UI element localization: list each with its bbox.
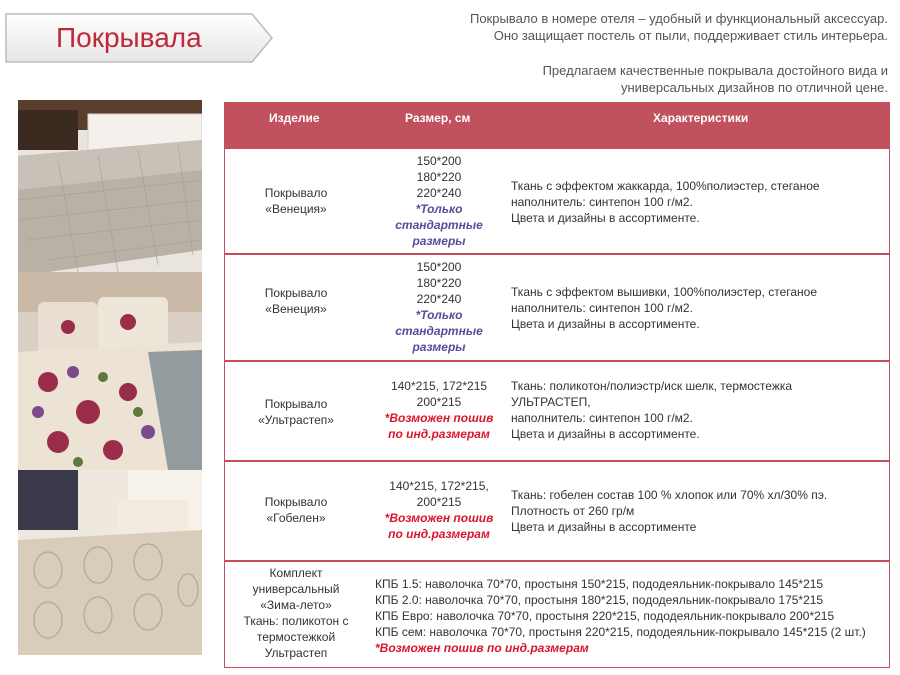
header-product: Изделие — [269, 111, 320, 125]
intro-bottom — [488, 62, 888, 96]
page-title: Покрывала — [56, 22, 202, 53]
table-row — [225, 460, 889, 560]
intro-line: Оно защищает постель от пыли, поддерживает стиль интерьера. — [493, 28, 888, 43]
size-list: 150*200 180*220 220*240 *Только стандартные размеры — [367, 153, 511, 249]
intro-line: Покрывало в номере отеля – удобный и функциональный аксессуар. — [469, 11, 888, 26]
size-note: *Возможен пошив по инд.размерам — [384, 511, 494, 541]
photo-venezia-embroidery — [18, 272, 202, 470]
specs-text: Ткань с эффектом вышивки, 100%полиэстер, стеганое наполнитель: синтепон 100 г/м2. Цвета и дизайны в ассортименте. — [511, 285, 818, 331]
product-name: Комплект универсальный «Зима-лето» Ткань: поликотон с термостежкой Ультрастеп — [243, 566, 349, 660]
title-banner — [4, 12, 274, 64]
table-row — [225, 360, 889, 460]
size-note: *Только стандартные размеры — [395, 202, 483, 248]
product-name: Покрывало «Гобелен» — [264, 495, 328, 525]
products-table — [224, 102, 890, 668]
product-name: Покрывало «Венеция» — [264, 286, 328, 316]
size-note: *Возможен пошив по инд.размерам — [384, 411, 494, 441]
product-name: Покрывало «Венеция» — [264, 186, 328, 216]
product-name: Покрывало «Ультрастеп» — [258, 397, 334, 427]
intro-line: универсальных дизайнов по отличной цене. — [620, 80, 888, 95]
product-photos — [18, 100, 202, 655]
table-header — [225, 103, 889, 147]
size-list: 140*215, 172*215 200*215 *Возможен пошив по инд.размерам — [367, 378, 511, 442]
photo-gobelen — [18, 470, 202, 655]
photo-venezia-jacquard — [18, 100, 202, 272]
specs-text: Ткань: поликотон/полиэстр/иск шелк, термостежка УЛЬТРАСТЕП, наполнитель: синтепон 100 г/м2. Цвета и дизайны в ассортименте. — [511, 379, 793, 441]
table-row — [225, 560, 889, 667]
specs-text: Ткань: гобелен состав 100 % хлопок или 70% хл/30% пэ. Плотность от 260 гр/м Цвета и дизайны в ассортименте — [511, 488, 828, 534]
table-row — [225, 253, 889, 360]
size-list: 150*200 180*220 220*240 *Только стандартные размеры — [367, 259, 511, 355]
intro-line: Предлагаем качественные покрывала достойного вида и — [542, 63, 888, 78]
table-row — [225, 147, 889, 253]
intro-top — [418, 10, 888, 44]
specs-text: Ткань с эффектом жаккарда, 100%полиэстер, стеганое наполнитель: синтепон 100 г/м2. Цвета и дизайны в ассортименте. — [511, 179, 820, 225]
header-size: Размер, см — [405, 111, 471, 125]
size-note: *Только стандартные размеры — [395, 308, 483, 354]
set-sizes-text: КПБ 1.5: наволочка 70*70, простыня 150*215, пододеяльник-покрывало 145*215 КПБ 2.0: наволочка 70*70, простыня 180*215, пододеяльник-покрывало 175*215 КПБ Евро: наволочка 70*70, простыня 220*215, пододеяльник-покрывало 200*215 КПБ сем: наволочка 70*70, простыня 220*215, пододеяльник-покрывало 145*215 (2 шт.) *Возможен пошив по инд.размерам — [375, 576, 885, 656]
size-note: *Возможен пошив по инд.размерам — [375, 641, 589, 655]
header-specs: Характеристики — [653, 111, 749, 125]
size-list: 140*215, 172*215, 200*215 *Возможен пошив по инд.размерам — [367, 478, 511, 542]
